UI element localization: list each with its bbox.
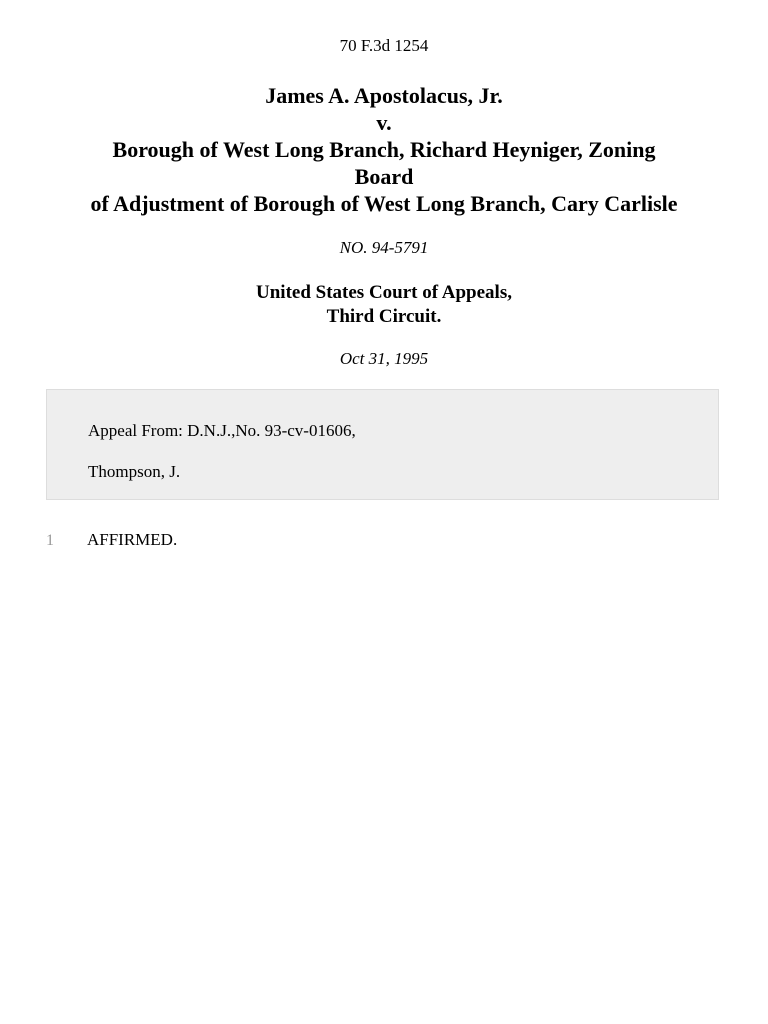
- court-name-line-2: Third Circuit.: [326, 306, 442, 327]
- paragraph-number: 1: [46, 532, 54, 549]
- appeal-info-box: [46, 389, 719, 500]
- caption-line-versus: v.: [376, 110, 392, 135]
- docket-number: NO. 94-5791: [339, 238, 429, 257]
- court-name: [0, 281, 768, 329]
- caption-line-appellees-2: Board: [354, 164, 414, 189]
- paragraph: [46, 530, 177, 550]
- decision-date: Oct 31, 1995: [339, 349, 429, 368]
- citation: 70 F.3d 1254: [339, 36, 429, 55]
- judge-name: Thompson, J.: [88, 462, 181, 481]
- caption-line-appellees-3: of Adjustment of Borough of West Long Branch, Cary Carlisle: [90, 191, 678, 216]
- caption-line-appellant: James A. Apostolacus, Jr.: [265, 83, 503, 108]
- court-name-line-1: United States Court of Appeals,: [256, 282, 512, 303]
- paragraph-text: AFFIRMED.: [87, 530, 178, 549]
- case-caption: [0, 82, 768, 217]
- appeal-from: Appeal From: D.N.J.,No. 93-cv-01606,: [88, 421, 356, 440]
- caption-line-appellees-1: Borough of West Long Branch, Richard Heyniger, Zoning: [112, 137, 656, 162]
